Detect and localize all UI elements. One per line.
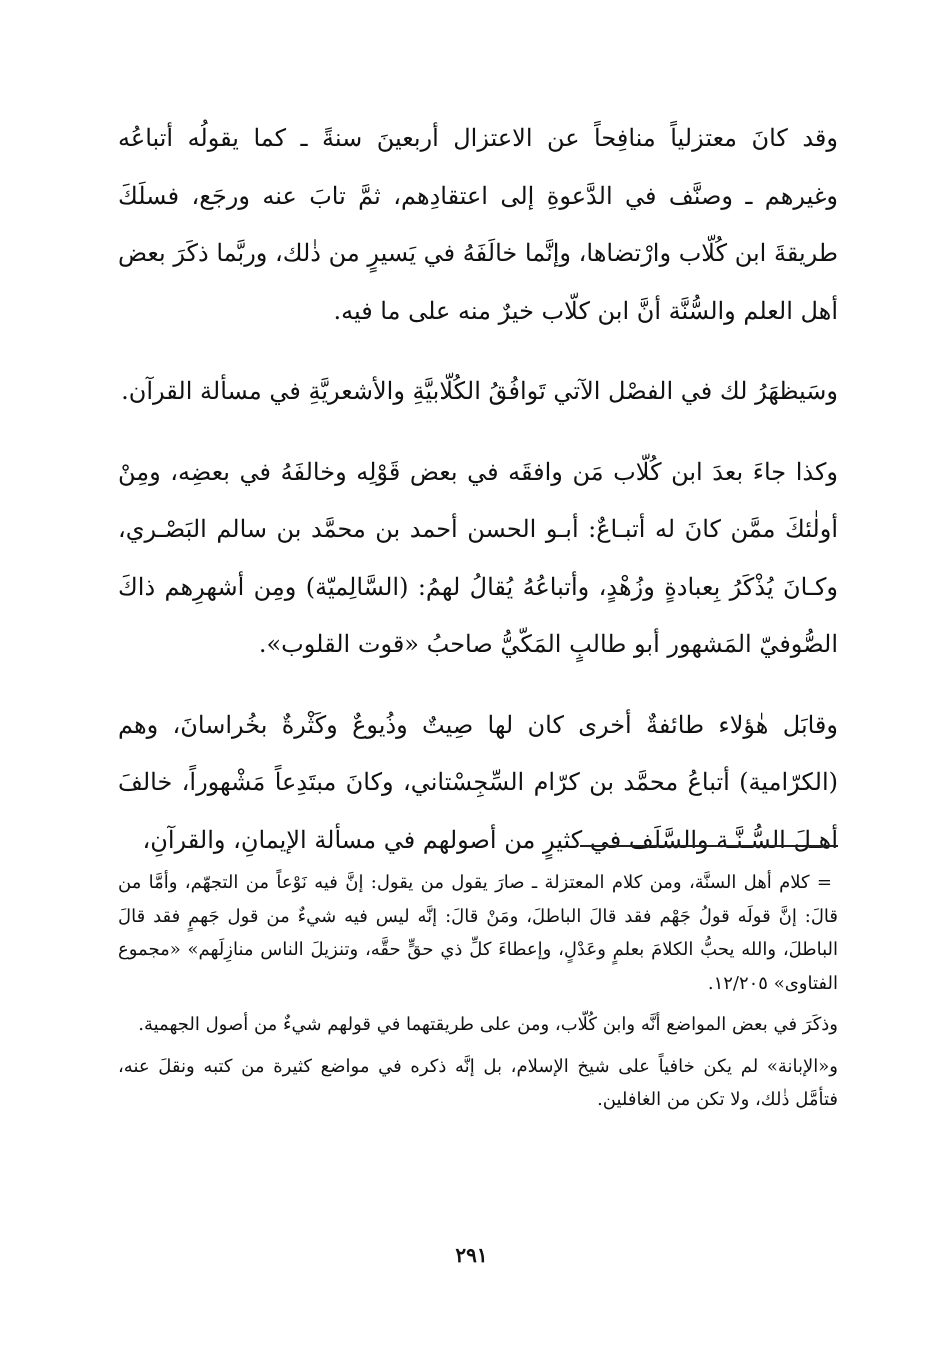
main-paragraph-3: وكذا جاءَ بعدَ ابن كُلّاب مَن وافقَه في بعض قَوْلِه وخالفَهُ في بعضِه، ومِنْ أولٰئكَ ممَّن كانَ له أتبـاعٌ: أبـو الحسن أحمد بن محمَّد بن سالم البَصْـري، وكـانَ يُذْكَرُ بِعبادةٍ وزُهْدٍ، وأتباعُهُ يُقالُ لهمُ: (السَّالِميّة) ومِن أشهرِهم ذاكَ الصُّوفيّ المَشهور أبو طالبٍ المَكّيُّ صاحبُ «قوت القلوب». — [118, 457, 839, 658]
footnote-1-text: كلام أهل السنَّة، ومن كلام المعتزلة ـ صارَ يقول من يقول: إنَّ فيه نَوْعاً من التجهّم، وأمَّا من قالَ: إنَّ قولَه قولُ جَهْم فقد قالَ الباطلَ، ومَنْ قالَ: إنَّه ليس فيه شيءٌ من قول جَهمٍ فقد قالَ الباطلَ، والله يحبُّ الكلامَ بعلمٍ وعَدْلٍ، وإعطاءَ كلِّ ذي حقٍّ حقَّه، وتنزيلَ الناس منازِلَهم» «مجموع الفتاوى» ١٢/٢٠٥. — [118, 872, 838, 994]
main-text — [118, 110, 838, 869]
footnote-separator — [580, 845, 838, 847]
footnote-2: وذكَرَ في بعض المواضع أنَّه وابن كُلّاب، ومن على طريقتهما في قولهم شيءٌ من أصول الجهمية. — [138, 1014, 838, 1035]
footnote-1 — [118, 866, 838, 1000]
main-paragraph-1: وقد كانَ معتزلياً منافِحاً عن الاعتزال أربعينَ سنةً ـ كما يقولُه أتباعُه وغيرهم ـ وصنَّف في الدَّعوةِ إلى اعتقادِهم، ثمَّ تابَ عنه ورجَع، فسلَكَ طريقةَ ابن كُلّاب وارْتضاها، وإنَّما خالَفَهُ في يَسيرٍ من ذٰلك، وربَّما ذكَرَ بعض أهل العلم والسُّنَّة أنَّ ابن كلّاب خيرٌ منه على ما فيه. — [118, 124, 838, 325]
footnote-continuation-mark: = — [816, 872, 832, 893]
main-paragraph-4: وقابَل هٰؤلاء طائفةٌ أخرى كان لها صِيتٌ وذُيوعٌ وكَثْرةٌ بخُراسانَ، وهم (الكرّامية) أتباعُ محمَّد بن كرّام السِّجِسْتاني، وكانَ مبتَدِعاً مَشْهوراً، خالفَ أهـلَ السُّـنَّـة والسَّلَف في كثيرٍ من أصولهم في مسألة الإيمانِ، والقرآنِ، — [118, 710, 838, 854]
footnotes — [118, 866, 838, 1117]
main-paragraph-2: وسَيظهَرُ لك في الفصْل الآتي تَوافُقُ الكُلّابيَّةِ والأشعريَّةِ في مسألة القرآن. — [121, 377, 838, 405]
page-number: ٢٩١ — [455, 1243, 488, 1267]
footnote-3: و«الإبانة» لم يكن خافياً على شيخ الإسلام، بل إنَّه ذكره في مواضع كثيرة من كتبه ونقلَ عنه، فتأمَّل ذٰلك، ولا تكن من الغافلين. — [118, 1055, 838, 1110]
